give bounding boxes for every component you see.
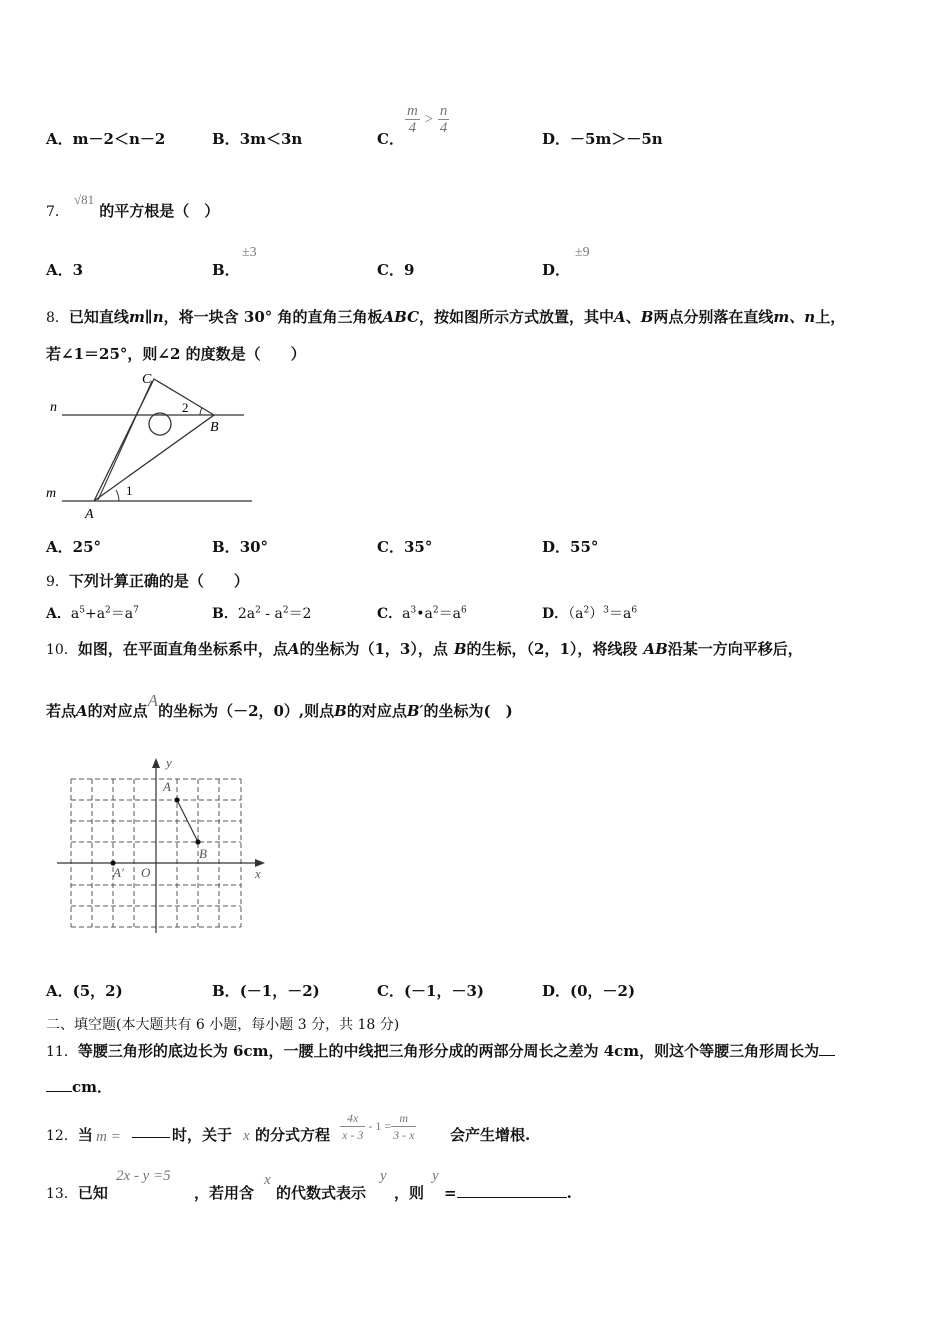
q8-stem-line1	[46, 306, 845, 327]
q8-option-d	[542, 536, 598, 557]
option-label: B．	[212, 606, 238, 622]
sqrt-81: √81	[74, 192, 95, 207]
q12-text-3: 的分式方程	[255, 1126, 331, 1144]
option-label: C．	[377, 130, 404, 148]
text: 若点	[46, 702, 77, 720]
text-italic: A	[614, 308, 626, 326]
text-italic: m∥n	[128, 308, 164, 326]
label-c: C	[142, 372, 152, 387]
var-x: x	[243, 1128, 250, 1144]
option-label: B．	[212, 538, 240, 556]
option-label: D．	[542, 606, 569, 622]
option-text: 3	[72, 261, 84, 279]
y-axis-arrow	[152, 758, 160, 768]
question-number: 10．	[46, 642, 78, 658]
q6-option-c-inequality	[405, 103, 449, 136]
triangle-abc	[94, 379, 214, 501]
text: 的对应点	[346, 702, 407, 720]
q12-blank-container	[132, 1122, 170, 1142]
equals-sign: =	[444, 1184, 457, 1202]
q11-stem-line2	[46, 1076, 112, 1097]
period: .	[566, 1184, 572, 1202]
option-label: D．	[542, 538, 571, 556]
q10-stem-line2	[46, 691, 513, 721]
exponent: 6	[460, 605, 467, 616]
exponent: 2	[583, 605, 590, 616]
option-label: D．	[542, 982, 571, 1000]
expr: ＝a	[608, 606, 632, 622]
label-b: B	[210, 420, 219, 435]
expr: ＝a	[438, 606, 461, 622]
expr: a	[70, 606, 80, 622]
question-number: 7．	[46, 204, 69, 220]
q13-text-4: ，则	[394, 1184, 425, 1202]
denominator: 3 - x	[393, 1128, 415, 1142]
expr: •a	[416, 606, 433, 622]
exponent: 2	[105, 605, 111, 616]
question-number: 13．	[46, 1186, 78, 1202]
q10-coordinate-figure	[55, 755, 270, 935]
option-text: 55°	[570, 538, 599, 556]
numerator: n	[439, 103, 448, 119]
q9-stem	[46, 570, 249, 591]
greater-than: >	[424, 111, 434, 128]
option-label: C．	[377, 606, 403, 622]
option-label: A．	[46, 130, 73, 148]
q10-option-d	[542, 980, 635, 1001]
expr: a	[402, 606, 411, 622]
q9-option-d	[542, 603, 637, 623]
angle-1-arc	[116, 490, 119, 501]
option-label: D．	[542, 261, 571, 279]
option-label: B．	[212, 982, 240, 1000]
label-x: x	[255, 866, 261, 881]
var-x: x	[264, 1172, 271, 1188]
text: 如图，在平面直角坐标系中，点	[77, 640, 288, 658]
q7-option-d-text: ±9	[575, 245, 590, 260]
option-label: A．	[46, 261, 73, 279]
exponent: 2	[282, 605, 289, 616]
equation-2x-y-5: 2x - y =5	[116, 1168, 171, 1184]
q6-option-b	[212, 128, 302, 149]
text: ，将一块含 30° 角的直角三角板	[163, 308, 383, 326]
option-text: －5m＞－5n	[570, 130, 663, 148]
text-italic: B′	[406, 702, 424, 720]
option-text: (－1，－2)	[239, 982, 320, 1000]
text: 的坐标为（－2，0）,则点	[158, 702, 335, 720]
option-text: 3m＜3n	[239, 130, 303, 148]
question-number: 9．	[46, 574, 69, 590]
question-number: 11．	[46, 1044, 78, 1060]
text: ，按如图所示方式放置，其中	[419, 308, 615, 326]
q13-text-3: 的代数式表示	[276, 1184, 367, 1202]
exponent: 6	[631, 605, 638, 616]
label-m: m	[46, 486, 57, 501]
option-label: D．	[542, 130, 571, 148]
option-text: 9	[403, 261, 415, 279]
text-italic: AB	[643, 640, 668, 658]
answer-blank	[457, 1182, 567, 1198]
denominator: 4	[439, 120, 448, 136]
q8-option-a	[46, 536, 101, 557]
label-origin: O	[141, 865, 151, 880]
expr: +a	[84, 606, 106, 622]
numerator: m	[391, 1110, 416, 1127]
q9-option-b	[212, 603, 311, 623]
q13-stem	[46, 1182, 108, 1203]
q7-option-b-text: ±3	[242, 245, 257, 260]
text: 已知直线	[68, 308, 129, 326]
question-number: 8．	[46, 310, 69, 326]
question-text: 等腰三角形的底边长为 6cm，一腰上的中线把三角形分成的两部分周长之差为 4cm，则这个等腰三角形周长为	[77, 1042, 820, 1060]
expr: ）	[589, 606, 604, 622]
q12-text-2: 时，关于	[172, 1126, 233, 1144]
fraction-m-over-4	[405, 103, 420, 136]
q8-figure	[40, 366, 260, 524]
q10-stem-line1	[46, 638, 803, 659]
text: 已知	[77, 1184, 108, 1202]
label-b: B	[199, 846, 207, 861]
denominator: 4	[408, 120, 417, 136]
text: 的生标，（2，1），将线段	[466, 640, 638, 658]
label-a-prime: A′	[113, 865, 124, 880]
option-label: C．	[377, 261, 404, 279]
expr: ＝a	[110, 606, 134, 622]
q10-option-a	[46, 980, 123, 1001]
expr: （a	[568, 606, 584, 622]
label-n: n	[50, 400, 57, 415]
text-italic: A	[76, 702, 88, 720]
fraction-m-over-3-x	[391, 1110, 416, 1143]
q12-stem	[46, 1124, 93, 1145]
numerator: m	[407, 103, 418, 119]
var-y: y	[380, 1168, 387, 1184]
label-a: A	[85, 507, 94, 522]
denominator: x - 3	[342, 1128, 364, 1142]
q12-text-4: 会产生增根.	[450, 1126, 531, 1144]
exponent: 2	[432, 605, 439, 616]
unit-text: cm．	[72, 1078, 113, 1096]
option-text: 25°	[72, 538, 102, 556]
text-italic: B	[640, 308, 654, 326]
text: 的坐标为（1，3），点	[299, 640, 448, 658]
q7-option-d	[542, 259, 570, 280]
text-italic: ABC	[382, 308, 420, 326]
q7-stem	[46, 192, 220, 221]
option-label: C．	[377, 538, 404, 556]
q9-option-a	[46, 603, 139, 623]
text: 的对应点	[87, 702, 148, 720]
point-a	[174, 797, 179, 802]
text: 沿某一方向平移后，	[667, 640, 803, 658]
option-label: A．	[46, 982, 73, 1000]
question-text: 的平方根是（ ）	[99, 202, 220, 220]
text: 上，	[815, 308, 846, 326]
q8-option-c	[377, 536, 432, 557]
exponent: 7	[133, 605, 139, 616]
text: 的坐标为( )	[423, 702, 513, 720]
exponent: 3	[603, 605, 609, 616]
triangle-hole	[149, 413, 171, 435]
answer-blank	[819, 1055, 835, 1056]
q7-option-a	[46, 259, 83, 280]
text: 、	[625, 308, 641, 326]
label-angle-1: 1	[126, 483, 133, 498]
option-text: 35°	[403, 538, 433, 556]
exponent: 3	[410, 605, 417, 616]
q7-option-b	[212, 259, 240, 280]
a-prime-symbol: A	[147, 691, 159, 710]
answer-blank	[46, 1091, 72, 1092]
minus-one: - 1 =	[365, 1119, 392, 1133]
q7-option-c	[377, 259, 414, 280]
option-label: A．	[46, 606, 71, 622]
option-label: B．	[212, 261, 240, 279]
option-label: C．	[377, 982, 404, 1000]
option-text: m－2＜n－2	[72, 130, 166, 148]
text-italic: B	[453, 640, 467, 658]
question-text: 下列计算正确的是（ ）	[68, 572, 249, 590]
q9-option-c	[377, 603, 467, 623]
question-number: 12．	[46, 1128, 78, 1144]
q11-stem-line1	[46, 1040, 835, 1061]
text: 两点分别落在直线	[653, 308, 774, 326]
q13-text-2: ，若用含	[194, 1184, 255, 1202]
text-italic: B	[334, 702, 347, 720]
exponent: 2	[255, 605, 261, 616]
q10-option-b	[212, 980, 320, 1001]
q6-option-d	[542, 128, 663, 149]
m-equals: m =	[96, 1129, 121, 1145]
numerator: 4x	[340, 1110, 365, 1127]
option-label: B．	[212, 130, 240, 148]
expr: ＝2	[288, 606, 312, 622]
q10-option-c	[377, 980, 484, 1001]
exponent: 5	[79, 605, 85, 616]
q6-option-c-label	[377, 128, 404, 149]
fraction-4x-over-x-3	[340, 1110, 365, 1143]
section-title: 二、填空题(本大题共有 6 小题，每小题 3 分，共 18 分)	[46, 1017, 400, 1033]
q13-answer	[444, 1182, 572, 1202]
point-b	[195, 839, 200, 844]
text-italic: A	[287, 640, 300, 658]
expr: 2a	[237, 606, 256, 622]
option-text: 30°	[239, 538, 269, 556]
option-text: (5，2)	[72, 982, 123, 1000]
option-text: (－1，－3)	[403, 982, 485, 1000]
fraction-n-over-4	[438, 103, 450, 136]
text-italic: m、n	[773, 308, 816, 326]
q6-option-a	[46, 128, 165, 149]
q8-stem-line2: 若∠1＝25°，则∠2 的度数是（ ）	[46, 345, 306, 363]
triangle-inner-edge	[98, 381, 152, 500]
text: 当	[77, 1126, 93, 1144]
label-a: A	[163, 779, 171, 794]
answer-blank	[132, 1122, 170, 1138]
label-y: y	[166, 755, 172, 770]
label-angle-2: 2	[182, 400, 189, 415]
var-y: y	[432, 1168, 439, 1184]
expr: - a	[260, 606, 283, 622]
q8-option-b	[212, 536, 268, 557]
angle-2-arc	[200, 408, 202, 415]
q12-equation	[340, 1110, 416, 1143]
option-label: A．	[46, 538, 73, 556]
option-text: (0，－2)	[570, 982, 636, 1000]
